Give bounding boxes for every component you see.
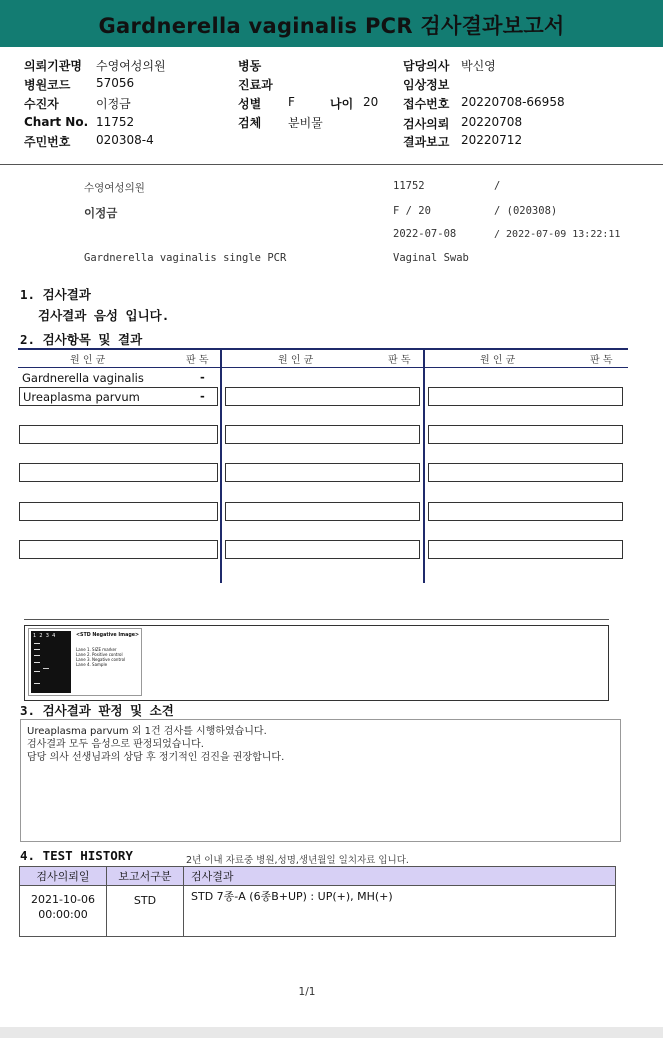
result-cell [428,387,623,406]
history-row [20,886,616,937]
hospital-label: 의뢰기관명 [24,59,82,73]
chart-value: 11752 [96,115,135,129]
gel-lane-numbers: 1 2 3 4 [33,633,56,639]
history-col-date: 검사의뢰일 [20,867,107,886]
result-cell [19,540,218,559]
gel-legend [76,647,125,667]
gel-band [34,649,40,650]
ssn-value: 020308-4 [96,133,154,147]
table-header-border [18,367,628,368]
col-header-result: 판 독 [186,355,209,366]
sub-slash: / [494,180,501,192]
doctor-label: 담당의사 [403,59,450,73]
section1-title: 1. 검사결과 [20,287,91,302]
opinion-text [27,725,284,764]
result-cell [225,425,420,444]
column-divider [220,348,222,583]
gel-band [43,668,49,669]
code-label: 병원코드 [24,78,71,92]
history-table [19,866,616,937]
hospital-value: 수영여성의원 [96,59,166,73]
history-col-type: 보고서구분 [107,867,184,886]
gel-band [34,683,40,684]
row-result: - [200,389,205,403]
gel-photo [31,631,71,693]
age-label: 나이 [330,97,354,111]
sub-specimen: Vaginal Swab [393,252,469,264]
result-cell [428,502,623,521]
opinion-line: Ureaplasma parvum 외 1건 검사를 시행하였습니다. [27,726,267,737]
result-cell [225,387,420,406]
sub-date-received: 2022-07-08 [393,228,457,240]
gel-band [34,671,40,672]
doctor-value: 박신영 [461,59,496,73]
sub-birth: / (020308) [494,205,558,217]
table-top-border [18,348,628,350]
request-label: 검사의뢰 [403,117,450,131]
report-title: Gardnerella vaginalis PCR 검사결과보고서 [98,14,565,38]
result-cell [428,540,623,559]
chart-label: Chart No. [24,115,89,129]
gel-legend-item: Lane 3. Negative control [76,657,126,662]
opinion-line: 담당 의사 선생님과의 상담 후 정기적인 검진을 권장합니다. [27,752,285,763]
col-header-result: 판 독 [590,355,613,366]
result-cell [428,463,623,482]
ward-label: 병동 [238,59,262,73]
result-cell [19,425,218,444]
result-cell [225,463,420,482]
gel-legend-item: Lane 1. SIZE marker [76,647,117,652]
gel-band [34,643,40,644]
col-header-bacteria: 원 인 균 [480,355,516,366]
receipt-value: 20220708-66958 [461,95,565,109]
history-type: STD [107,886,184,937]
report-date-value: 20220712 [461,133,523,147]
sex-label: 성별 [238,97,262,111]
gel-legend-item: Lane 2. Positive control [76,652,123,657]
gel-divider [24,619,609,620]
result-cell [19,502,218,521]
clinical-label: 임상정보 [403,78,450,92]
code-value: 57056 [96,76,135,90]
dept-label: 진료과 [238,78,273,92]
col-header-bacteria: 원 인 균 [70,355,106,366]
report-date-label: 결과보고 [403,135,450,149]
section2-title: 2. 검사항목 및 결과 [20,332,143,347]
ssn-label: 주민번호 [24,135,71,149]
sub-hospital: 수영여성의원 [84,182,145,194]
history-header-row [20,867,616,886]
gel-band [34,655,40,656]
col-header-bacteria: 원 인 균 [278,355,314,366]
column-divider [423,348,425,583]
sub-chart: 11752 [393,180,425,192]
sub-sex-age: F / 20 [393,205,431,217]
result-cell [19,463,218,482]
page-number: 1/1 [298,986,316,998]
receipt-label: 접수번호 [403,97,450,111]
history-time: 00:00:00 [38,908,88,921]
history-date-cell [20,886,107,937]
gel-thumbnail [28,628,142,696]
section3-title: 3. 검사결과 판정 및 소견 [20,703,174,718]
patient-value: 이정금 [96,97,131,111]
result-cell [225,502,420,521]
result-cell [225,540,420,559]
header-divider [0,164,663,165]
gel-legend-item: Lane 4. Sample [76,662,108,667]
request-value: 20220708 [461,115,523,129]
specimen-value: 분비물 [288,116,323,130]
opinion-line: 검사결과 모두 음성으로 판정되었습니다. [27,739,204,750]
specimen-label: 검체 [238,116,262,130]
page-bottom-strip [0,1027,663,1038]
history-note: 2년 이내 자료중 병원,성명,생년월일 일치자료 입니다. [186,855,409,866]
sub-test-name: Gardnerella vaginalis single PCR [84,252,287,264]
section1-result: 검사결과 음성 입니다. [38,308,170,323]
history-col-result: 검사결과 [184,867,616,886]
sex-value: F [288,95,295,109]
sub-date-reported: / 2022-07-09 13:22:11 [494,229,621,240]
row-result: - [200,370,205,384]
sub-patient: 이정금 [84,206,118,220]
result-cell [428,425,623,444]
gel-title: <STD Negative Image> [76,633,140,638]
gel-band [34,662,40,663]
section4-title: 4. TEST HISTORY [20,848,133,863]
age-value: 20 [363,95,379,109]
patient-label: 수진자 [24,97,59,111]
history-result: STD 7종-A (6종B+UP) : UP(+), MH(+) [184,886,616,937]
col-header-result: 판 독 [388,355,411,366]
row-bacteria-name: Ureaplasma parvum [23,390,140,404]
history-date: 2021-10-06 [31,893,95,906]
row-bacteria-name: Gardnerella vaginalis [22,371,144,385]
